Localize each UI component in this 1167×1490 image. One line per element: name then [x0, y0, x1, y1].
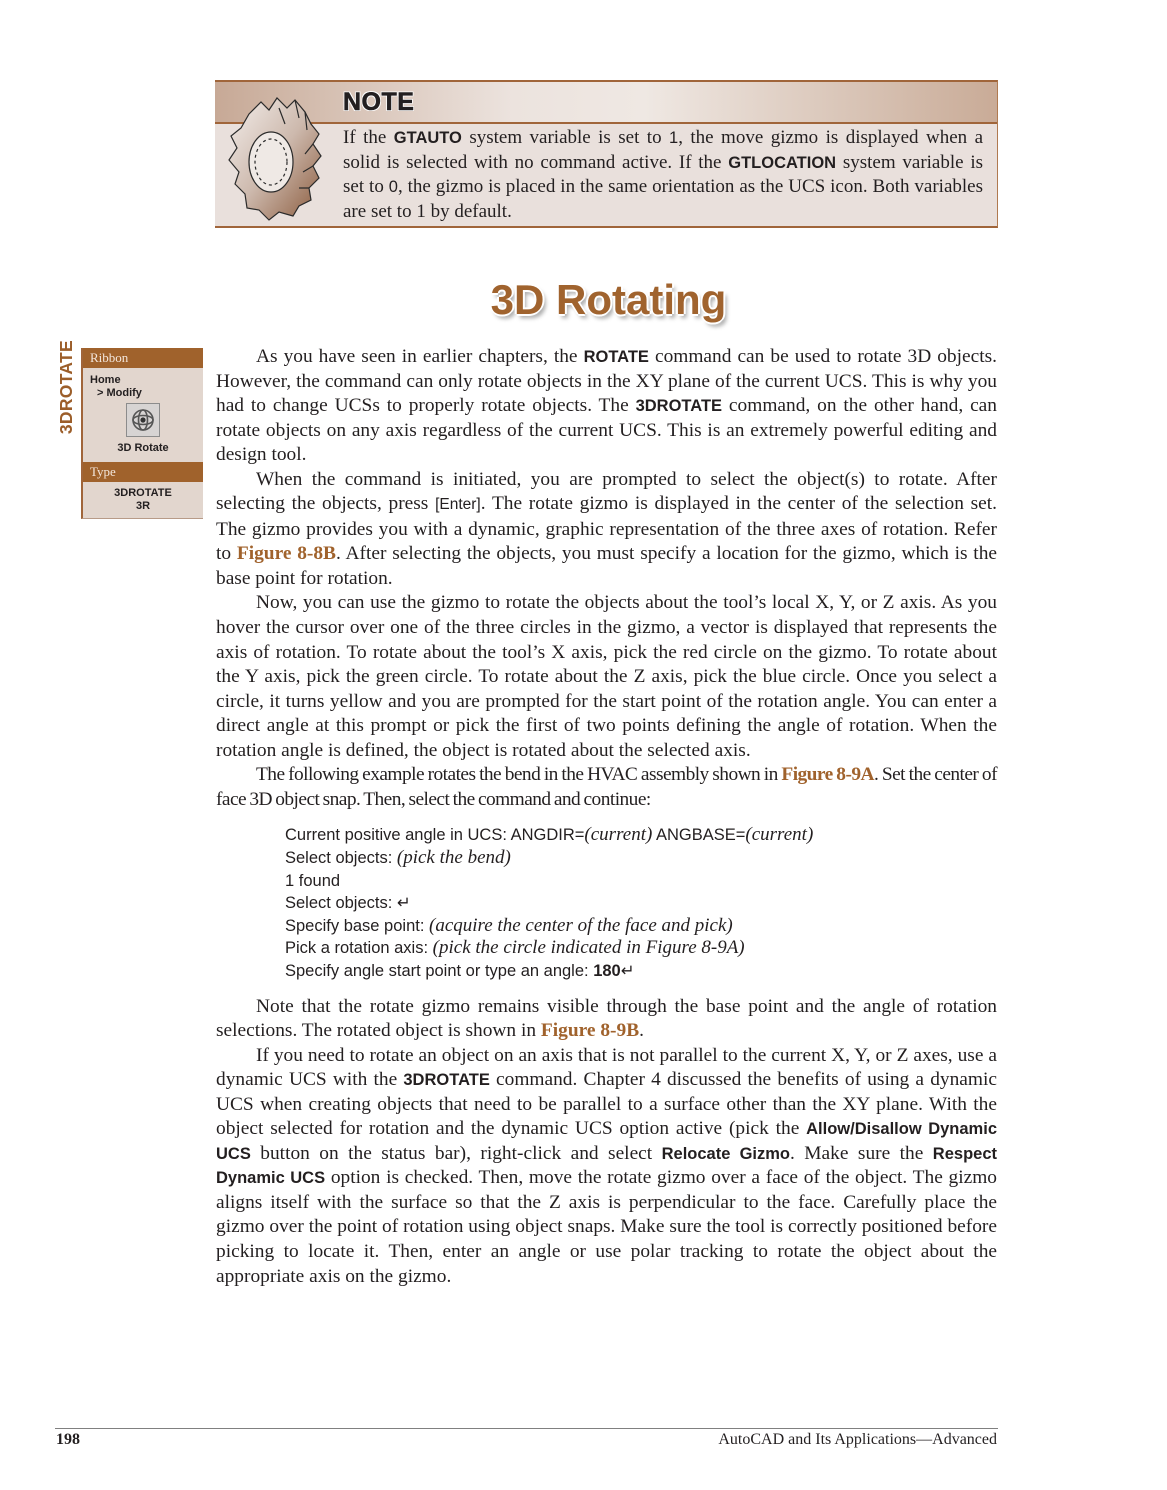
figure-link-8-9b[interactable]: Figure 8-9B	[540, 1020, 640, 1042]
body-text	[216, 345, 997, 1289]
type-header: Type	[83, 462, 203, 482]
paragraph-6: If you need to rotate an object on an axis that is not parallel to the current X, Y, or Z axes, use a dynamic UCS with the 3DROTATE command. Chapter 4 discussed the benefits of using a dynamic UCS when creating objects that need to be parallel to a surface other than the XY plane. With the object selected for rotation and the dynamic UCS option active (pick the Allow/Disallow Dynamic UCS button on the status bar), right-click and select Relocate Gizmo. Make sure the Respect Dynamic UCS option is checked. Then, move the rotate gizmo over a face of the object. The gizmo aligns itself with the surface so that the Z axis is perpendicular to the face. Carefully place the gizmo over the point of rotation using object snaps. Make sure the tool is correctly positioned before picking to locate it. Then, enter an angle or use polar tracking to rotate the object about the appropriate axis on the gizmo.	[216, 1044, 998, 1287]
gtlocation-variable: GTLOCATION	[728, 153, 837, 172]
command-line: Select objects: ↵	[285, 894, 411, 913]
paragraph-1: As you have seen in earlier chapters, the ROTATE command can be used to rotate 3D objects. However, the command can only rotate objects in the XY plane of the current UCS. This is why you had to change UCSs to properly rotate objects. The 3DROTATE command, on the other hand, can rotate objects on any axis regardless of the current UCS. This is an extremely powerful editing and design tool.	[216, 346, 997, 466]
command-line: 1 found	[285, 871, 341, 890]
gtauto-variable: GTAUTO	[393, 129, 462, 147]
allow-disallow-dynamic-ucs-label: Allow/Disallow Dynamic UCS	[216, 1120, 997, 1163]
command-sequence	[285, 824, 997, 982]
ribbon-header: Ribbon	[83, 348, 203, 368]
command-line: Specify base point: (acquire the center of the face and pick)	[285, 914, 733, 936]
3drotate-command: 3DROTATE	[403, 1071, 490, 1090]
ribbon-path: Home > Modify	[90, 374, 142, 399]
gear-icon	[219, 84, 331, 224]
paragraph-2: When the command is initiated, you are prompted to select the object(s) to rotate. After selecting the objects, press [Enter]. The rotate gizmo is displayed in the center of the selection set. The gizmo provides you with a dynamic, graphic representation of the three axes of rotation. Refer to Figure 8-8B. After selecting the objects, you must specify a location for the gizmo, which is the base point for rotation.	[216, 468, 997, 589]
enter-icon: ↵	[396, 894, 411, 913]
command-vertical-label: 3DROTATE	[56, 340, 76, 435]
ribbon-button-label: 3D Rotate	[117, 442, 169, 454]
page-number: 198	[56, 1431, 80, 1448]
note-header-bar	[215, 82, 997, 124]
figure-link-8-8b[interactable]: Figure 8-8B	[236, 543, 336, 565]
note-text: If the GTAUTO system variable is set to 1, the move gizmo is displayed when a solid is selected with no command active. If the GTLOCATION system variable is set to 0, the gizmo is placed in the same orientation as the UCS icon. Both variables are set to 1 by default.	[343, 127, 984, 222]
type-commands: 3DROTATE 3R	[114, 487, 172, 512]
command-line: Select objects: (pick the bend)	[285, 846, 511, 868]
respect-dynamic-ucs-label: Respect Dynamic UCS	[216, 1144, 997, 1188]
command-line: Pick a rotation axis: (pick the circle indicated in Figure 8-9A)	[285, 937, 745, 959]
3d-rotate-icon	[126, 403, 160, 437]
note-box	[215, 80, 998, 228]
book-title: AutoCAD and Its Applications—Advanced	[718, 1431, 997, 1448]
3drotate-command: 3DROTATE	[635, 397, 723, 416]
enter-key: [Enter]	[435, 496, 481, 514]
enter-icon: ↵	[620, 961, 635, 980]
relocate-gizmo-label: Relocate Gizmo	[661, 1144, 791, 1163]
command-access-box	[81, 348, 203, 519]
rotate-command: ROTATE	[583, 348, 649, 366]
note-title: NOTE	[343, 88, 415, 116]
paragraph-3: Now, you can use the gizmo to rotate the objects about the tool’s local X, Y, or Z axis. As you hover the cursor over one of the three circles in the gizmo, a vector is displayed that represents the axis of rotation. To rotate about the tool’s X axis, pick the red circle on the gizmo. To rotate about the Y axis, pick the green circle. To rotate about the Z axis, pick the blue circle. Once you select a circle, it turns yellow and you are prompted for the start point of the rotation angle. You can enter a direct angle at this prompt or pick the first of two points defining the angle of rotation. When the rotation angle is defined, the object is rotated about the selected axis.	[216, 592, 997, 761]
command-line: Current positive angle in UCS: ANGDIR=(current) ANGBASE=(current)	[285, 824, 814, 846]
paragraph-4: The following example rotates the bend in the HVAC assembly shown in Figure 8-9A. Set the center of face 3D object snap. Then, select the command and continue:	[216, 764, 997, 810]
figure-link-8-9a[interactable]: Figure 8-9A	[781, 764, 874, 786]
footer-divider	[55, 1428, 998, 1429]
section-heading: 3D Rotating	[490, 276, 727, 323]
command-line: Specify angle start point or type an angle: 180↵	[285, 961, 635, 980]
paragraph-5: Note that the rotate gizmo remains visible through the base point and the angle of rotation selections. The rotated object is shown in Figure 8-9B.	[216, 995, 997, 1042]
